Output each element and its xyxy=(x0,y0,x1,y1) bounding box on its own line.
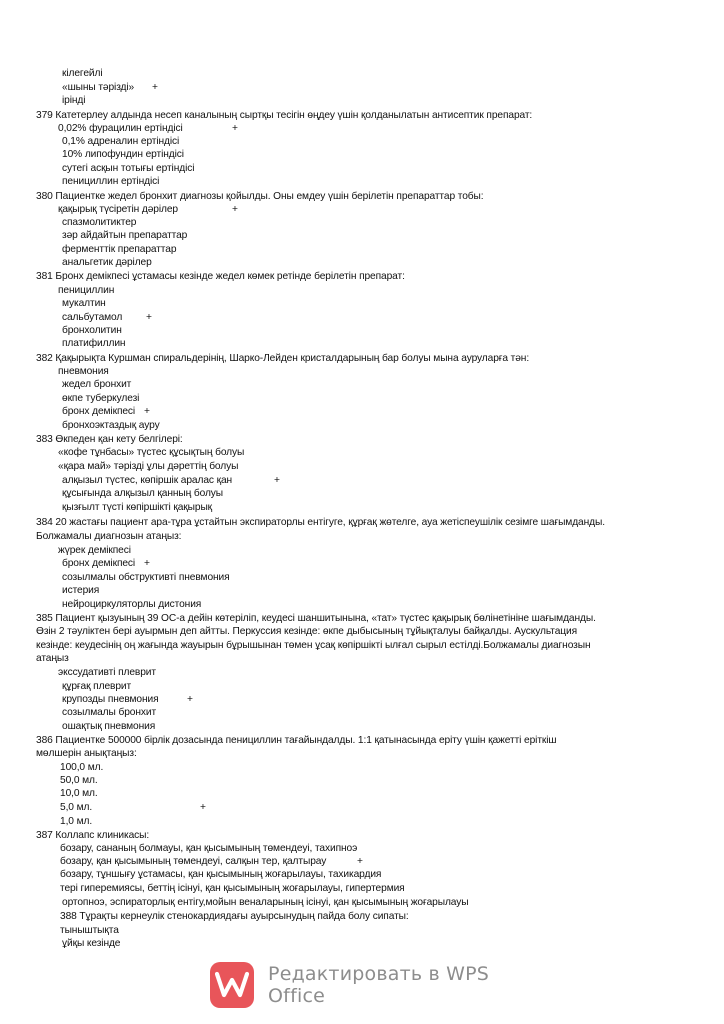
text-line xyxy=(62,501,212,514)
line-text: 0,1% адреналин ертіндісі xyxy=(62,136,180,147)
line-text: «шыны тәрізді» xyxy=(62,82,135,93)
line-text: платифиллин xyxy=(62,338,126,349)
text-line xyxy=(62,311,152,324)
correct-answer-mark: + xyxy=(187,694,193,705)
line-text: 0,02% фурацилин ертіндісі xyxy=(58,123,183,134)
text-line xyxy=(62,337,125,350)
line-text: қақырық түсіретін дәрілер xyxy=(58,204,178,215)
text-line xyxy=(60,774,98,787)
line-text: қызғылт түсті көпіршікті қақырық xyxy=(62,502,213,513)
line-text: сутегі асқын тотығы ертіндісі xyxy=(62,163,195,174)
text-line xyxy=(36,625,577,638)
line-text: экссудативті плеврит xyxy=(58,667,156,678)
line-text: 387 Коллапс клиникасы: xyxy=(36,830,150,841)
text-line xyxy=(36,270,405,283)
text-line xyxy=(62,706,156,719)
text-line xyxy=(62,571,230,584)
correct-answer-mark: + xyxy=(232,204,238,215)
text-line xyxy=(62,135,179,148)
text-line xyxy=(60,924,119,937)
wps-edit-label: Редактировать в WPS Office xyxy=(268,963,490,1007)
line-text: бозару, тұншығу ұстамасы, қан қысымының жоғарылауы, тахикардия xyxy=(60,869,382,880)
text-line xyxy=(36,516,605,529)
line-text: ошақтық пневмония xyxy=(62,721,156,732)
text-line xyxy=(58,284,114,297)
text-line xyxy=(62,392,139,405)
text-line xyxy=(62,937,120,950)
line-text: 382 Қақырықта Куршман спиральдерінің, Шарко-Лейден кристалдарының бар болуы мына ауруларға тән: xyxy=(36,353,530,364)
correct-answer-mark: + xyxy=(144,406,150,417)
line-text: «кофе тұнбасы» түстес құсықтың болуы xyxy=(58,447,245,458)
text-line xyxy=(58,122,238,135)
line-text: құсығында алқызыл қанның болуы xyxy=(62,488,224,499)
text-line xyxy=(60,761,103,774)
line-text: анальгетик дәрілер xyxy=(62,257,152,268)
line-text: спазмолитиктер xyxy=(62,217,137,228)
text-line xyxy=(62,81,158,94)
line-text: бронхоэктаздық ауру xyxy=(62,420,160,431)
line-text: бронхолитин xyxy=(62,325,122,336)
text-line xyxy=(62,680,131,693)
text-line xyxy=(60,787,98,800)
text-line xyxy=(62,557,150,570)
line-text: 5,0 мл. xyxy=(60,802,93,813)
text-line xyxy=(62,896,468,909)
line-text: тыныштықта xyxy=(60,925,119,936)
correct-answer-mark: + xyxy=(200,802,206,813)
text-line xyxy=(36,829,149,842)
text-line xyxy=(60,801,206,814)
text-line xyxy=(36,530,181,543)
line-text: бронх демікпесі xyxy=(62,406,136,417)
line-text: 383 Өкпеден қан кету белгілері: xyxy=(36,434,183,445)
line-text: Болжамалы диагнозын атаңыз: xyxy=(36,531,182,542)
text-line xyxy=(36,109,532,122)
line-text: кезінде: кеудесінің оң жағында жауырын бұрышынан төмен ұсақ көпіршікті ылғал сырыл естілді.Болжамалы диагнозын xyxy=(36,640,591,651)
line-text: 50,0 мл. xyxy=(60,775,98,786)
text-line xyxy=(62,216,136,229)
line-text: 381 Бронх демікпесі ұстамасы кезінде жедел көмек ретінде берілетін препарат: xyxy=(36,271,405,282)
line-text: созылмалы бронхит xyxy=(62,707,157,718)
line-text: жүрек демікпесі xyxy=(58,545,131,556)
line-text: мөлшерін анықтаңыз: xyxy=(36,748,137,759)
text-line xyxy=(62,162,194,175)
line-text: ортопноэ, эспираторлық ентігу,мойын веналарының ісінуі, қан қысымының жоғарылауы xyxy=(62,897,469,908)
text-line xyxy=(62,487,223,500)
line-text: бозару, қан қысымының төмендеуі, салқын тер, қалтырау xyxy=(60,856,327,867)
line-text: сальбутамол xyxy=(62,312,123,323)
text-line xyxy=(62,598,201,611)
line-text: нейроциркуляторлы дистония xyxy=(62,599,202,610)
line-text: 380 Пациентке жедел бронхит диагнозы қойылды. Оны емдеу үшін берілетін препараттар тобы: xyxy=(36,191,484,202)
text-line xyxy=(58,666,156,679)
line-text: атаңыз xyxy=(36,653,69,664)
text-line xyxy=(60,910,409,923)
text-line xyxy=(62,405,150,418)
text-line xyxy=(58,203,238,216)
text-line xyxy=(62,67,103,80)
text-line xyxy=(60,882,405,895)
line-text: пневмония xyxy=(58,366,109,377)
text-line xyxy=(62,474,280,487)
text-line xyxy=(60,855,363,868)
line-text: бозару, сананың болмауы, қан қысымының төмендеуі, тахипноэ xyxy=(60,843,358,854)
line-text: зәр айдайтын препараттар xyxy=(62,230,188,241)
line-text: ұйқы кезінде xyxy=(62,938,121,949)
line-text: тері гиперемиясы, беттің ісінуі, қан қысымының жоғарылауы, гипертермия xyxy=(60,883,405,894)
text-line xyxy=(62,94,85,107)
line-text: «қара май» тәрізді ұлы дәреттің болуы xyxy=(58,461,239,472)
line-text: ферменттік препараттар xyxy=(62,244,177,255)
text-line xyxy=(58,460,238,473)
line-text: мукалтин xyxy=(62,298,106,309)
line-text: 1,0 мл. xyxy=(60,816,93,827)
line-text: құрғақ плеврит xyxy=(62,681,132,692)
text-line xyxy=(60,815,92,828)
correct-answer-mark: + xyxy=(232,123,238,134)
line-text: алқызыл түстес, көпіршік аралас қан xyxy=(62,475,233,486)
line-text: Өзін 2 тәуліктен бері ауырмын деп айтты. Перкуссия кезінде: өкпе дыбысының тұйықталуы байқалды. Аускультация xyxy=(36,626,578,637)
text-line xyxy=(62,175,159,188)
line-text: өкпе туберкулезі xyxy=(62,393,140,404)
text-line xyxy=(58,544,131,557)
line-text: 384 20 жастағы пациент ара-тұра ұстайтын экспираторлы ентігуге, құрғақ жөтелге, ауа жетіспеушілік сезімге шағымданды. xyxy=(36,517,605,528)
line-text: пенициллин xyxy=(58,285,115,296)
text-line xyxy=(62,419,160,432)
text-line xyxy=(36,734,556,747)
text-line xyxy=(62,693,193,706)
line-text: 100,0 мл. xyxy=(60,762,104,773)
text-line xyxy=(62,229,187,242)
text-line xyxy=(62,297,106,310)
text-line xyxy=(62,324,122,337)
text-line xyxy=(60,868,381,881)
text-line xyxy=(58,446,244,459)
correct-answer-mark: + xyxy=(144,558,150,569)
text-line xyxy=(36,190,483,203)
line-text: пенициллин ертіндісі xyxy=(62,176,160,187)
text-line xyxy=(62,720,155,733)
line-text: 385 Пациент қызуының 39 ОС-а дейін көтеріліп, кеудесі шаншитынына, «тат» түстес қақырық бөлінетініне шағымданды. xyxy=(36,613,596,624)
line-text: кілегейлі xyxy=(62,68,103,79)
text-line xyxy=(36,352,529,365)
line-text: 10,0 мл. xyxy=(60,788,98,799)
text-line xyxy=(62,256,152,269)
line-text: крупозды пневмония xyxy=(62,694,159,705)
line-text: истерия xyxy=(62,585,100,596)
text-line xyxy=(58,365,109,378)
text-line xyxy=(36,747,137,760)
line-text: 388 Тұрақты кернеулік стенокардиядағы ауырсынудың пайда болу сипаты: xyxy=(60,911,409,922)
wps-logo-icon xyxy=(210,962,254,1008)
text-line xyxy=(36,433,183,446)
text-line xyxy=(62,378,131,391)
text-line xyxy=(36,639,590,652)
line-text: 10% липофундин ертіндісі xyxy=(62,149,184,160)
text-line xyxy=(36,612,596,625)
text-line xyxy=(36,652,69,665)
line-text: бронх демікпесі xyxy=(62,558,136,569)
line-text: 386 Пациентке 500000 бірлік дозасында пенициллин тағайындалды. 1:1 қатынасында еріту үшін қажетті еріткіш xyxy=(36,735,557,746)
correct-answer-mark: + xyxy=(152,82,158,93)
line-text: 379 Катетерлеу алдында несеп каналының сыртқы тесігін өңдеу үшін қолданылатын антисептик препарат: xyxy=(36,110,533,121)
correct-answer-mark: + xyxy=(274,475,280,486)
wps-edit-banner[interactable] xyxy=(210,962,540,1008)
text-line xyxy=(62,243,176,256)
line-text: ірінді xyxy=(62,95,86,106)
text-line xyxy=(62,148,184,161)
correct-answer-mark: + xyxy=(357,856,363,867)
line-text: жедел бронхит xyxy=(62,379,132,390)
correct-answer-mark: + xyxy=(146,312,152,323)
line-text: созылмалы обструктивті пневмония xyxy=(62,572,230,583)
text-line xyxy=(60,842,357,855)
text-line xyxy=(62,584,99,597)
